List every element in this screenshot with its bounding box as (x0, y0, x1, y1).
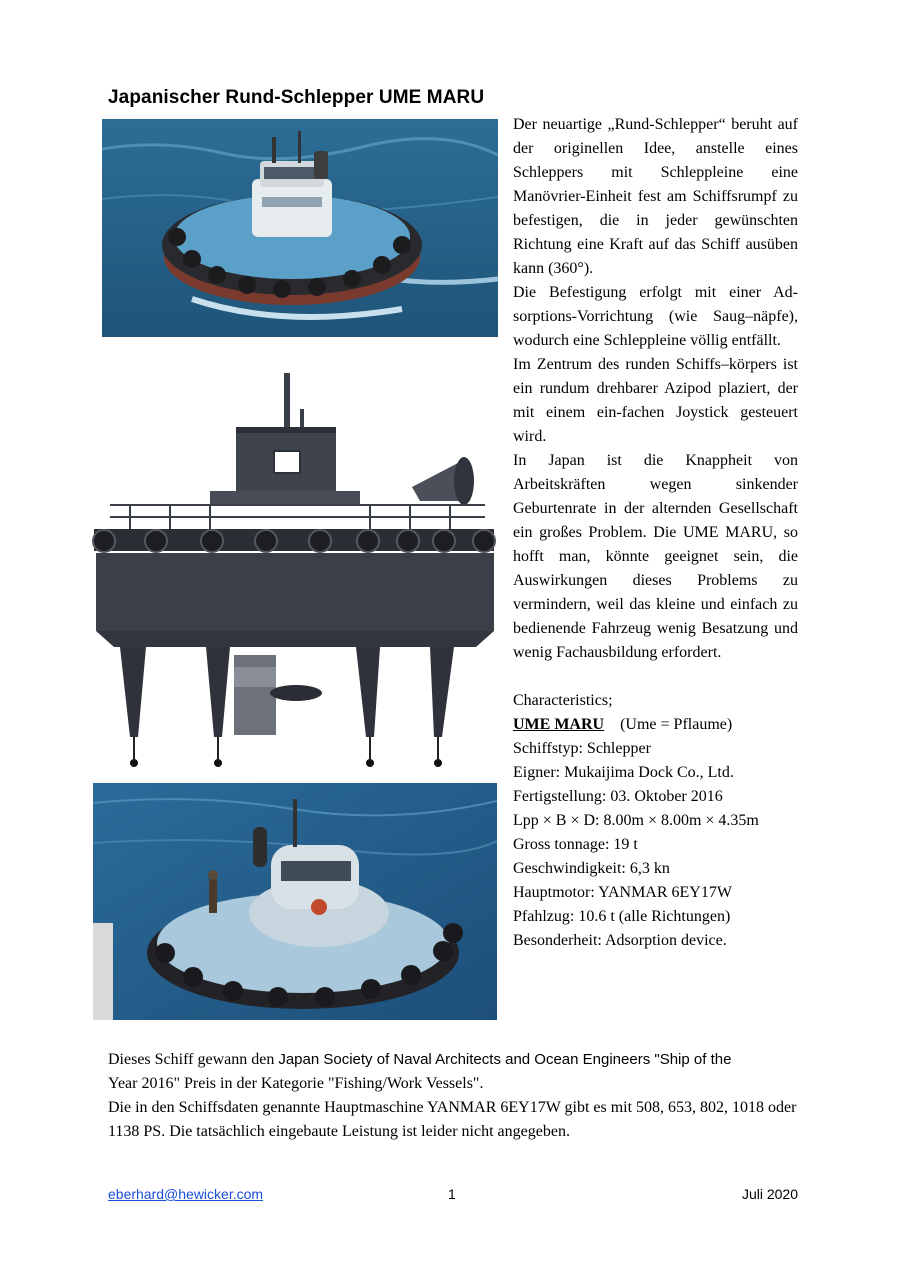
spec-gross-tonnage: Gross tonnage: 19 t (513, 836, 638, 853)
spec-speed: Geschwindigkeit: 6,3 kn (513, 860, 670, 877)
award-part2: Japan Society of Naval Architects and Ocean Engineers "Ship of the (278, 1051, 732, 1068)
spec-completion: Fertigstellung: 03. Oktober 2016 (513, 788, 723, 805)
spec-owner: Eigner: Mukaijima Dock Co., Ltd. (513, 764, 734, 781)
azipod-paragraph: Im Zentrum des runden Schiffs–körpers ist ein rundum drehbarer Azipod plaziert, der mit einem ein-fachen Joystick gesteuert wird. (513, 356, 798, 445)
ship-name: UME MARU (513, 716, 605, 733)
spec-main-engine: Hauptmotor: YANMAR 6EY17W (513, 884, 732, 901)
award-part3: Year 2016" Preis in der Kategorie "Fishing/Work Vessels". (108, 1075, 484, 1092)
main-text-column (513, 113, 798, 953)
page-footer (108, 1186, 798, 1206)
page-title: Japanischer Rund-Schlepper UME MARU (108, 87, 485, 108)
labor-paragraph: In Japan ist die Knappheit von Arbeitskräften wegen sinkender Geburtenrate in der alternden Gesellschaft ein großes Problem. Die UME MARU, so hofft man, könnte geeignet sein, die Auswirkungen dieses Problems zu vermindern, weil das kleine und einfach zu bedienende Fahrzeug wenig Besatzung und wenig Fachausbildung erfordert. (513, 452, 798, 661)
spec-bollard-pull: Pfahlzug: 10.6 t (alle Richtungen) (513, 908, 731, 925)
footer-email-link[interactable]: eberhard@hewicker.com (108, 1186, 264, 1202)
intro-paragraph: Der neuartige „Rund-Schlepper“ beruht auf der originellen Idee, anstelle eines Schleppers mit Schleppleine eine Manövrier-Einheit fest am Schiffsrumpf zu befestigen, die in jeder gewünschten Richtung eine Kraft auf das Schiff ausüben kann (360°). (513, 116, 798, 277)
footer-date: Juli 2020 (741, 1186, 798, 1202)
tug-render-side-view (90, 367, 500, 777)
spec-ship-type: Schiffstyp: Schlepper (513, 740, 651, 757)
engine-note: Die in den Schiffsdaten genannte Hauptmaschine YANMAR 6EY17W gibt es mit 508, 653, 802, 1018 oder 1138 PS. Die tatsächlich eingebaute Leistung ist leider nicht angegeben. (108, 1099, 797, 1140)
award-part1: Dieses Schiff gewann den (108, 1051, 275, 1068)
spec-dimensions: Lpp × B × D: 8.00m × 8.00m × 4.35m (513, 812, 759, 829)
award-paragraph (108, 1048, 800, 1096)
tug-photo-bottom (93, 783, 497, 1020)
characteristics-heading: Characteristics; (513, 692, 613, 709)
attachment-paragraph: Die Befestigung erfolgt mit einer Ad-sorptions-Vorrichtung (wie Saug–näpfe), wodurch eine Schleppleine völlig entfällt. (513, 284, 798, 349)
tug-photo-top (102, 119, 498, 337)
spec-special-feature: Besonderheit: Adsorption device. (513, 932, 727, 949)
page-number: 1 (448, 1186, 456, 1202)
bottom-text (108, 1048, 800, 1144)
ship-name-line (513, 713, 798, 737)
ship-alias: (Ume = Pflaume) (620, 716, 733, 733)
